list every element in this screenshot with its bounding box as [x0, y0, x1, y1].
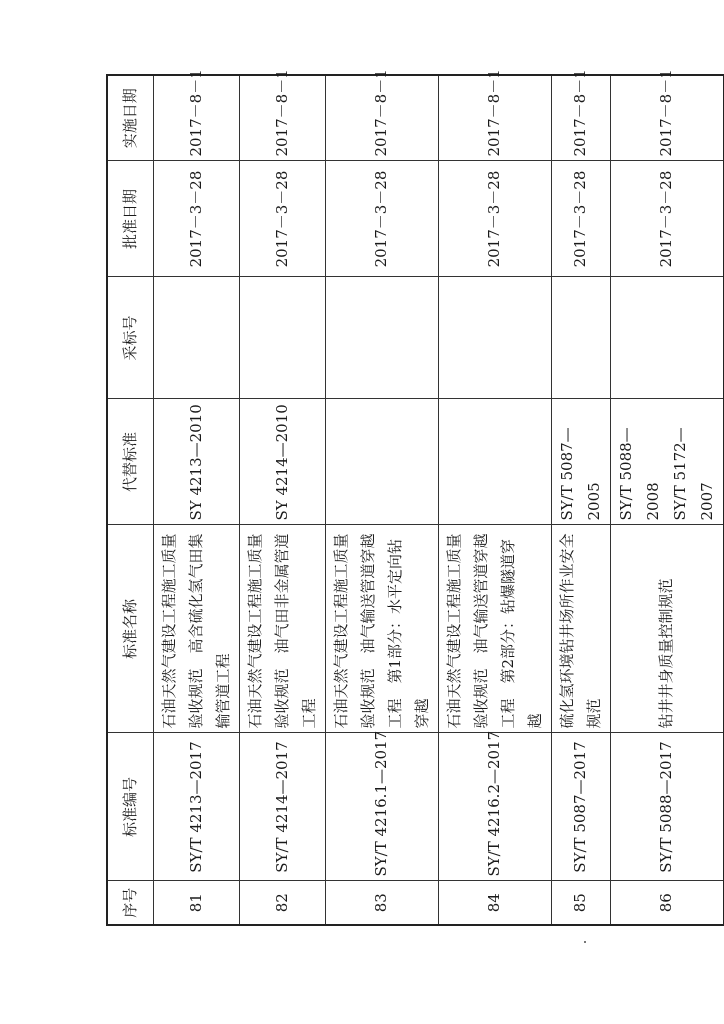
- row-replace: [610, 399, 724, 525]
- row-adopt: [551, 277, 610, 399]
- row-approve-date: 2017－3－28: [551, 161, 610, 277]
- row-name: 石油天然气建设工程施工质量验收规范 油气输送管道穿越工程 第1部分：水平定向钻穿越: [325, 525, 438, 733]
- row-no: 83: [325, 881, 438, 925]
- standards-table: [106, 69, 724, 926]
- row-no: 82: [239, 881, 325, 925]
- row-code: SY/T 5087—2017: [551, 733, 610, 881]
- row-adopt: [438, 277, 551, 399]
- row-name: 钻井井身质量控制规范: [610, 525, 724, 733]
- row-implement-date: 2017－8－1: [325, 75, 438, 161]
- row-implement-date: 2017－8－1: [438, 75, 551, 161]
- row-adopt: [610, 277, 724, 399]
- row-adopt: [239, 277, 325, 399]
- header-no: 序号: [107, 881, 153, 925]
- row-adopt: [325, 277, 438, 399]
- header-replace: 代替标准: [107, 399, 153, 525]
- header-approve-date: 批准日期: [107, 161, 153, 277]
- row-code: SY/T 4214—2017: [239, 733, 325, 881]
- row-name: 石油天然气建设工程施工质量验收规范 高含硫化氢气田集输管道工程: [153, 525, 239, 733]
- header-adopt: 采标号: [107, 277, 153, 399]
- scan-speck: [584, 941, 586, 943]
- row-implement-date: 2017－8－1: [551, 75, 610, 161]
- replace-item: SY 4213—2010: [186, 404, 205, 521]
- row-no: 86: [610, 881, 724, 925]
- row-approve-date: 2017－3－28: [239, 161, 325, 277]
- table-header-row: [107, 75, 153, 925]
- row-name: 石油天然气建设工程施工质量验收规范 油气输送管道穿越工程 第2部分：钻爆隧道穿越: [438, 525, 551, 733]
- row-code: SY/T 4216.2—2017: [438, 733, 551, 881]
- row-no: 81: [153, 881, 239, 925]
- table-row: [239, 75, 325, 925]
- row-replace: [239, 399, 325, 525]
- row-code: SY/T 5088—2017: [610, 733, 724, 881]
- table-row: [610, 75, 724, 925]
- row-replace: [325, 399, 438, 525]
- row-adopt: [153, 277, 239, 399]
- row-replace: [153, 399, 239, 525]
- row-approve-date: 2017－3－28: [153, 161, 239, 277]
- header-code: 标准编号: [107, 733, 153, 881]
- row-implement-date: 2017－8－1: [153, 75, 239, 161]
- row-replace: [551, 399, 610, 525]
- row-no: 85: [551, 881, 610, 925]
- row-replace: [438, 399, 551, 525]
- row-implement-date: 2017－8－1: [239, 75, 325, 161]
- row-approve-date: 2017－3－28: [610, 161, 724, 277]
- replace-item: SY/T 5088—2008: [616, 427, 662, 521]
- replace-item: SY/T 5087—2005: [557, 427, 603, 521]
- row-approve-date: 2017－3－28: [438, 161, 551, 277]
- rotated-table-container: [106, 69, 716, 926]
- row-name: 石油天然气建设工程施工质量验收规范 油气田非金属管道工程: [239, 525, 325, 733]
- row-no: 84: [438, 881, 551, 925]
- replace-item: SY 4214—2010: [272, 404, 291, 521]
- row-implement-date: 2017－8－1: [610, 75, 724, 161]
- table-row: [438, 75, 551, 925]
- row-code: SY/T 4213—2017: [153, 733, 239, 881]
- header-implement-date: 实施日期: [107, 75, 153, 161]
- row-approve-date: 2017－3－28: [325, 161, 438, 277]
- replace-item: SY/T 5172—2007: [670, 427, 716, 521]
- table-row: [153, 75, 239, 925]
- row-name: 硫化氢环境钻井场所作业安全规范: [551, 525, 610, 733]
- table-row: [325, 75, 438, 925]
- header-name: 标准名称: [107, 525, 153, 733]
- row-code: SY/T 4216.1—2017: [325, 733, 438, 881]
- table-row: [551, 75, 610, 925]
